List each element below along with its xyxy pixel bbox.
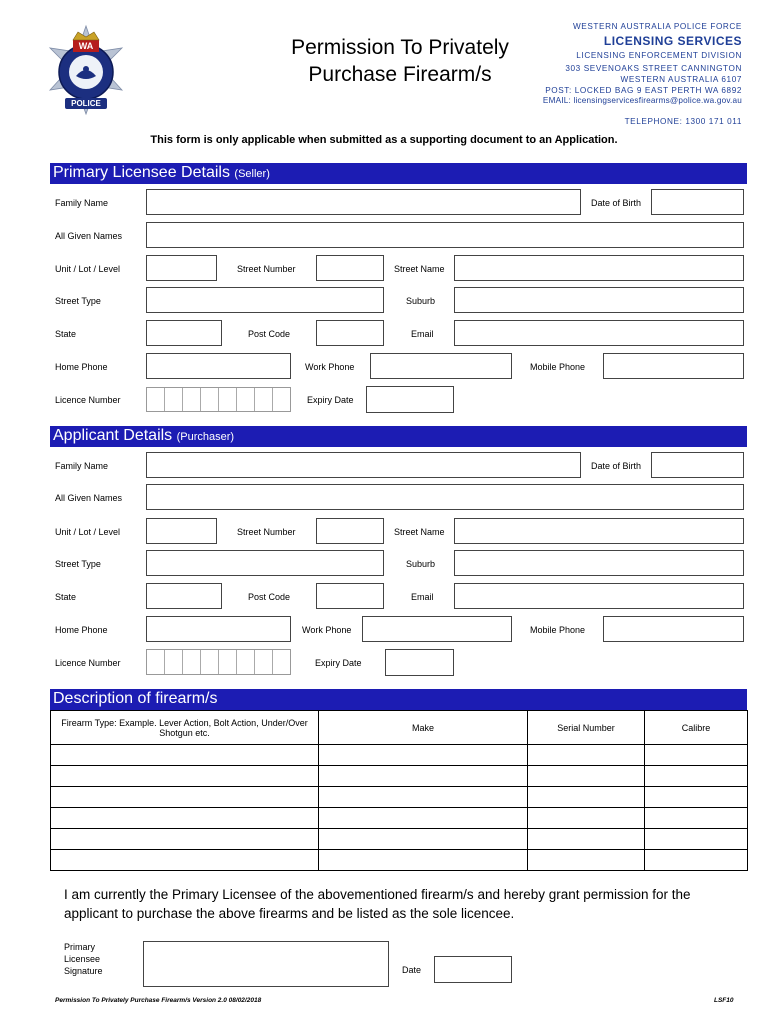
primary-mobile-phone-field[interactable]: [603, 353, 744, 379]
signature-date-field[interactable]: [434, 956, 512, 983]
primary-licence-number-label: Licence Number: [55, 395, 121, 405]
serial-number-cell[interactable]: [528, 829, 645, 850]
applicant-state-field[interactable]: [146, 583, 222, 609]
applicant-mobile-phone-label: Mobile Phone: [530, 625, 586, 635]
applicant-home-phone-label: Home Phone: [55, 625, 108, 635]
applicant-street-name-label: Street Name: [394, 527, 445, 537]
applicant-mobile-phone-field[interactable]: [603, 616, 744, 642]
primary-given-names-label: All Given Names: [55, 231, 123, 241]
applicant-licence-number-label: Licence Number: [55, 658, 121, 668]
column-header-calibre: Calibre: [645, 711, 748, 745]
applicant-street-name-field[interactable]: [454, 518, 744, 544]
make-cell[interactable]: [319, 787, 528, 808]
declaration-text: I am currently the Primary Licensee of the abovementioned firearm/s and hereby grant permission for the applicant to purchase the above firearms and be listed as the sole licencee.: [64, 887, 691, 921]
primary-licence-number-field[interactable]: [146, 387, 291, 412]
applicant-heading: Applicant Details: [53, 427, 173, 444]
primary-unit-label: Unit / Lot / Level: [55, 264, 121, 274]
applicant-unit-label: Unit / Lot / Level: [55, 527, 121, 537]
applicant-post-code-field[interactable]: [316, 583, 384, 609]
footer-form-version: Permission To Privately Purchase Firearm/s Version 2.0 08/02/2018: [55, 997, 262, 1004]
serial-number-cell[interactable]: [528, 745, 645, 766]
primary-family-name-field[interactable]: [146, 189, 581, 215]
footer-form-code: LSF10: [714, 997, 734, 1004]
applicant-work-phone-label: Work Phone: [302, 625, 352, 635]
primary-unit-field[interactable]: [146, 255, 217, 281]
applicant-family-name-field[interactable]: [146, 452, 581, 478]
agency-street: 303 SEVENOAKS STREET CANNINGTON: [565, 64, 742, 73]
calibre-cell[interactable]: [645, 850, 748, 871]
applicant-street-number-field[interactable]: [316, 518, 384, 544]
primary-expiry-date-field[interactable]: [366, 386, 454, 413]
applicant-unit-field[interactable]: [146, 518, 217, 544]
primary-suburb-label: Suburb: [406, 296, 436, 306]
applicant-post-code-label: Post Code: [248, 592, 291, 602]
applicant-suburb-label: Suburb: [406, 559, 436, 569]
make-cell[interactable]: [319, 808, 528, 829]
primary-family-name-label: Family Name: [55, 198, 109, 208]
applicant-suburb-field[interactable]: [454, 550, 744, 576]
applicant-licence-number-field[interactable]: [146, 649, 291, 675]
applicant-expiry-date-label: Expiry Date: [315, 658, 362, 668]
primary-dob-field[interactable]: [651, 189, 744, 215]
applicant-email-label: Email: [411, 592, 434, 602]
firearms-table: [50, 710, 748, 871]
signature-field[interactable]: [143, 941, 389, 987]
firearm-type-cell[interactable]: [51, 829, 319, 850]
primary-street-type-field[interactable]: [146, 287, 384, 313]
calibre-cell[interactable]: [645, 808, 748, 829]
calibre-cell[interactable]: [645, 745, 748, 766]
table-row: [51, 745, 748, 766]
form-title: [250, 34, 550, 88]
logo-police-text: POLICE: [71, 99, 101, 108]
firearms-table-header-row: [51, 711, 748, 745]
column-header-serial-number: Serial Number: [528, 711, 645, 745]
serial-number-cell[interactable]: [528, 850, 645, 871]
table-row: [51, 850, 748, 871]
firearm-type-cell[interactable]: [51, 745, 319, 766]
applicant-work-phone-field[interactable]: [362, 616, 512, 642]
signature-label-line3: Signature: [64, 966, 103, 976]
primary-state-label: State: [55, 329, 77, 339]
applicant-street-type-label: Street Type: [55, 559, 101, 569]
serial-number-cell[interactable]: [528, 766, 645, 787]
primary-dob-label: Date of Birth: [591, 198, 642, 208]
agency-unit: LICENSING SERVICES: [603, 34, 742, 48]
primary-street-type-label: Street Type: [55, 296, 101, 306]
primary-heading: Primary Licensee Details: [53, 164, 230, 181]
serial-number-cell[interactable]: [528, 808, 645, 829]
primary-email-label: Email: [411, 329, 434, 339]
firearms-section-header: [50, 689, 747, 710]
calibre-cell[interactable]: [645, 766, 748, 787]
applicant-state-label: State: [55, 592, 77, 602]
make-cell[interactable]: [319, 745, 528, 766]
firearm-type-cell[interactable]: [51, 808, 319, 829]
applicant-given-names-label: All Given Names: [55, 493, 123, 503]
table-row: [51, 808, 748, 829]
firearms-heading: Description of firearm/s: [53, 690, 218, 707]
primary-subheading: (Seller): [234, 168, 270, 180]
applicant-dob-label: Date of Birth: [591, 461, 642, 471]
agency-email: EMAIL: licensingservicesfirearms@police.wa.gov.au: [542, 96, 742, 105]
firearm-type-cell[interactable]: [51, 766, 319, 787]
calibre-cell[interactable]: [645, 787, 748, 808]
make-cell[interactable]: [319, 829, 528, 850]
firearm-type-cell[interactable]: [51, 850, 319, 871]
form-note: This form is only applicable when submitted as a supporting document to an Application.: [150, 134, 618, 146]
primary-suburb-field[interactable]: [454, 287, 744, 313]
applicant-street-type-field[interactable]: [146, 550, 384, 576]
primary-street-name-field[interactable]: [454, 255, 744, 281]
primary-state-field[interactable]: [146, 320, 222, 346]
logo-wa-text: WA: [78, 41, 94, 51]
signature-label-line2: Licensee: [64, 954, 101, 964]
form-title-line2: Purchase Firearm/s: [308, 63, 492, 86]
table-row: [51, 829, 748, 850]
agency-post: POST: LOCKED BAG 9 EAST PERTH WA 6892: [545, 86, 742, 95]
signature-date-label: Date: [402, 965, 422, 975]
column-header-firearm-type: Firearm Type: Example. Lever Action, Bolt Action, Under/Over Shotgun etc.: [51, 711, 319, 745]
column-header-make: Make: [319, 711, 528, 745]
table-row: [51, 787, 748, 808]
primary-work-phone-label: Work Phone: [305, 362, 355, 372]
primary-home-phone-label: Home Phone: [55, 362, 108, 372]
primary-expiry-date-label: Expiry Date: [307, 395, 354, 405]
table-row: [51, 766, 748, 787]
primary-street-name-label: Street Name: [394, 264, 445, 274]
primary-given-names-field[interactable]: [146, 222, 744, 248]
primary-post-code-field[interactable]: [316, 320, 384, 346]
primary-post-code-label: Post Code: [248, 329, 291, 339]
applicant-given-names-field[interactable]: [146, 484, 744, 510]
make-cell[interactable]: [319, 850, 528, 871]
applicant-email-field[interactable]: [454, 583, 744, 609]
signature-label-line1: Primary: [64, 942, 95, 952]
applicant-subheading: (Purchaser): [176, 431, 235, 443]
primary-work-phone-field[interactable]: [370, 353, 512, 379]
form-title-line1: Permission To Privately: [291, 36, 509, 59]
agency-telephone: TELEPHONE: 1300 171 011: [624, 117, 742, 126]
calibre-cell[interactable]: [645, 829, 748, 850]
applicant-family-name-label: Family Name: [55, 461, 109, 471]
agency-division: LICENSING ENFORCEMENT DIVISION: [576, 51, 742, 60]
applicant-section-header: [50, 426, 747, 447]
signature-label: [64, 941, 103, 977]
applicant-home-phone-field[interactable]: [146, 616, 291, 642]
make-cell[interactable]: [319, 766, 528, 787]
applicant-street-number-label: Street Number: [237, 527, 296, 537]
firearm-type-cell[interactable]: [51, 787, 319, 808]
agency-org: WESTERN AUSTRALIA POLICE FORCE: [572, 22, 742, 31]
primary-mobile-phone-label: Mobile Phone: [530, 362, 586, 372]
primary-street-number-field[interactable]: [316, 255, 384, 281]
applicant-dob-field[interactable]: [651, 452, 744, 478]
primary-section-header: [50, 163, 747, 184]
serial-number-cell[interactable]: [528, 787, 645, 808]
primary-home-phone-field[interactable]: [146, 353, 291, 379]
agency-state: WESTERN AUSTRALIA 6107: [620, 75, 742, 84]
primary-email-field[interactable]: [454, 320, 744, 346]
primary-street-number-label: Street Number: [237, 264, 296, 274]
applicant-expiry-date-field[interactable]: [385, 649, 454, 676]
